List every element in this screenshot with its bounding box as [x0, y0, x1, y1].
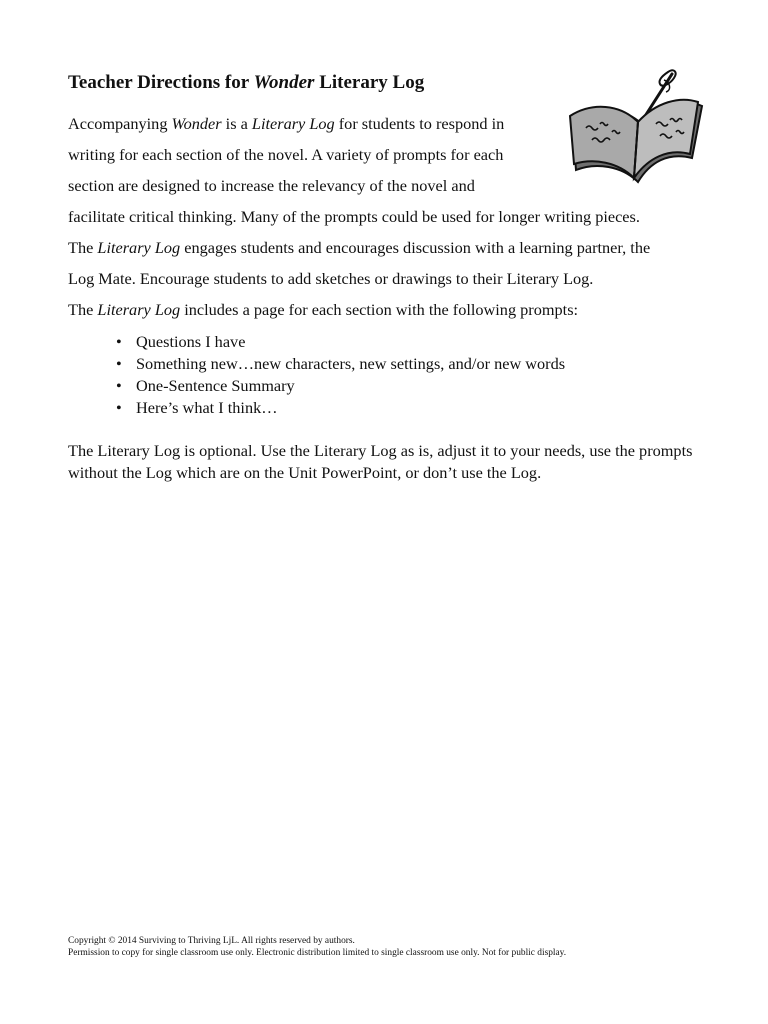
open-book-with-quill-icon	[564, 66, 704, 198]
intro-line-2: writing for each section of the novel. A variety of prompts for each	[68, 145, 504, 164]
prompts-intro	[68, 300, 578, 320]
list-item	[68, 332, 565, 354]
bullet-icon: •	[116, 354, 122, 373]
intro-line-5	[68, 238, 650, 258]
list-item	[68, 376, 565, 398]
bullet-icon: •	[116, 398, 122, 417]
intro-line-1	[68, 114, 504, 134]
text-run: engages students and encourages discussion with a learning partner, the	[180, 238, 651, 257]
list-item-text: Questions I have	[136, 332, 246, 351]
text-run: Accompanying	[68, 114, 172, 133]
copyright-line: Copyright © 2014 Surviving to Thriving LjL. All rights reserved by authors.	[68, 936, 355, 946]
text-run: The	[68, 238, 98, 257]
page-title	[68, 71, 424, 95]
text-run: for students to respond in	[334, 114, 505, 133]
literary-log-term: Literary Log	[251, 114, 335, 133]
text-run: is a	[221, 114, 252, 133]
title-book-name: Wonder	[253, 72, 315, 93]
title-suffix: Literary Log	[314, 72, 425, 93]
text-run: The	[68, 300, 98, 319]
list-item-text: One-Sentence Summary	[136, 376, 295, 395]
bullet-icon: •	[116, 332, 122, 351]
closing-paragraph: The Literary Log is optional. Use the Literary Log as is, adjust it to your needs, use the prompts without the Log which are on the Unit PowerPoint, or don’t use the Log.	[68, 441, 693, 482]
copyright-footer	[68, 935, 566, 959]
list-item-text: Here’s what I think…	[136, 398, 278, 417]
book-name: Wonder	[171, 114, 222, 133]
bullet-icon: •	[116, 376, 122, 395]
title-prefix: Teacher Directions for	[68, 72, 254, 93]
intro-line-4: facilitate critical thinking. Many of the prompts could be used for longer writing pieces.	[68, 207, 640, 226]
permission-line: Permission to copy for single classroom use only. Electronic distribution limited to single classroom use only. Not for public display.	[68, 948, 567, 958]
prompts-list	[68, 332, 565, 420]
intro-line-6: Log Mate. Encourage students to add sketches or drawings to their Literary Log.	[68, 269, 594, 288]
list-item	[68, 398, 565, 420]
literary-log-term: Literary Log	[97, 238, 181, 257]
list-item	[68, 354, 565, 376]
text-run: includes a page for each section with the following prompts:	[180, 300, 579, 319]
list-item-text: Something new…new characters, new settings, and/or new words	[136, 354, 566, 373]
literary-log-term: Literary Log	[97, 300, 181, 319]
intro-line-3: section are designed to increase the relevancy of the novel and	[68, 176, 475, 195]
